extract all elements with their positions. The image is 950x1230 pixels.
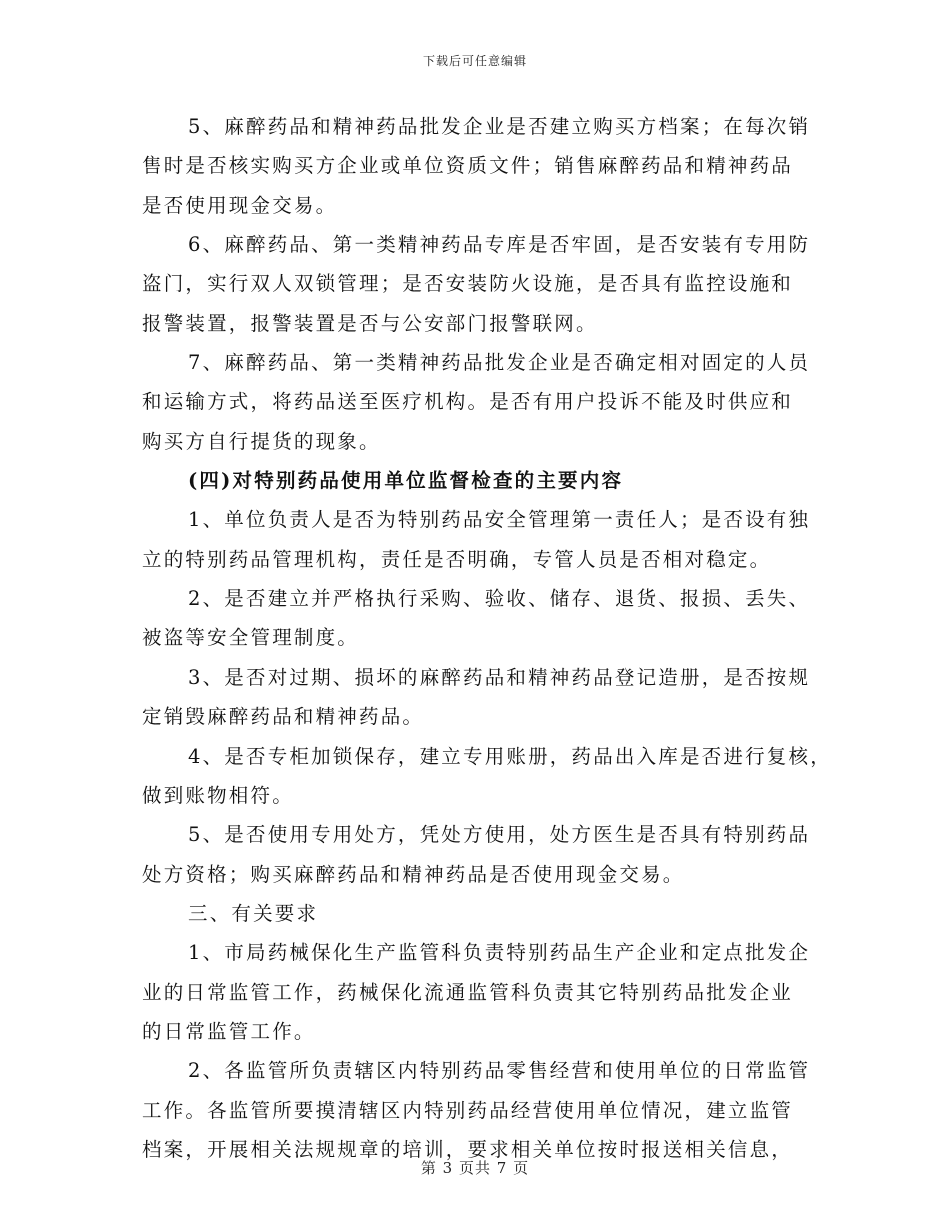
body-text-line: 3、是否对过期、损坏的麻醉药品和精神药品登记造册，是否按规 <box>188 665 811 689</box>
body-text-line: 2、是否建立并严格执行采购、验收、储存、退货、报损、丢失、 <box>188 587 811 611</box>
body-text-line: 购买方自行提货的现象。 <box>142 429 381 453</box>
body-text-line: 定销毁麻醉药品和精神药品。 <box>142 705 425 729</box>
body-text-line: 的日常监管工作。 <box>142 1019 316 1043</box>
body-text-line: 售时是否核实购买方企业或单位资质文件；销售麻醉药品和精神药品 <box>142 154 794 178</box>
page-number: 第 3 页共 7 页 <box>420 1159 530 1177</box>
body-text-line: 和运输方式，将药品送至医疗机构。是否有用户投诉不能及时供应和 <box>142 390 794 414</box>
body-text-line: 盗门，实行双人双锁管理；是否安装防火设施，是否具有监控设施和 <box>142 272 794 296</box>
body-text-line: 被盗等安全管理制度。 <box>142 626 360 650</box>
body-text-line: 档案，开展相关法规规章的培训，要求相关单位按时报送相关信息， <box>142 1137 794 1161</box>
body-text-line: 处方资格；购买麻醉药品和精神药品是否使用现金交易。 <box>142 862 685 886</box>
body-text-line: 7、麻醉药品、第一类精神药品批发企业是否确定相对固定的人员 <box>188 351 811 375</box>
body-text-line: 1、单位负责人是否为特别药品安全管理第一责任人；是否设有独 <box>188 508 811 532</box>
body-text-line: 立的特别药品管理机构，责任是否明确，专管人员是否相对稳定。 <box>142 547 772 571</box>
body-text-line: 6、麻醉药品、第一类精神药品专库是否牢固，是否安装有专用防 <box>188 233 811 257</box>
page-header-note: 下载后可任意编辑 <box>422 54 527 68</box>
body-text-line: 业的日常监管工作，药械保化流通监管科负责其它特别药品批发企业 <box>142 980 794 1004</box>
body-text-line: 2、各监管所负责辖区内特别药品零售经营和使用单位的日常监管 <box>188 1059 811 1083</box>
body-text-line: 5、麻醉药品和精神药品批发企业是否建立购买方档案；在每次销 <box>188 115 811 138</box>
body-text-line: 报警装置，报警装置是否与公安部门报警联网。 <box>142 311 598 335</box>
body-text-line: 5、是否使用专用处方，凭处方使用，处方医生是否具有特别药品 <box>188 823 811 847</box>
body-text-line: 4、是否专柜加锁保存，建立专用账册，药品出入库是否进行复核， <box>188 744 832 768</box>
body-text-line: 工作。各监管所要摸清辖区内特别药品经营使用单位情况，建立监管 <box>142 1098 794 1122</box>
body-text-line: 做到账物相符。 <box>142 783 294 807</box>
section-heading: (四)对特别药品使用单位监督检查的主要内容 <box>188 469 624 493</box>
body-text-line: 三、有关要求 <box>188 901 319 925</box>
body-text-line: 1、市局药械保化生产监管科负责特别药品生产企业和定点批发企 <box>188 941 811 965</box>
document-body <box>142 107 832 1169</box>
body-text-line: 是否使用现金交易。 <box>142 193 338 217</box>
